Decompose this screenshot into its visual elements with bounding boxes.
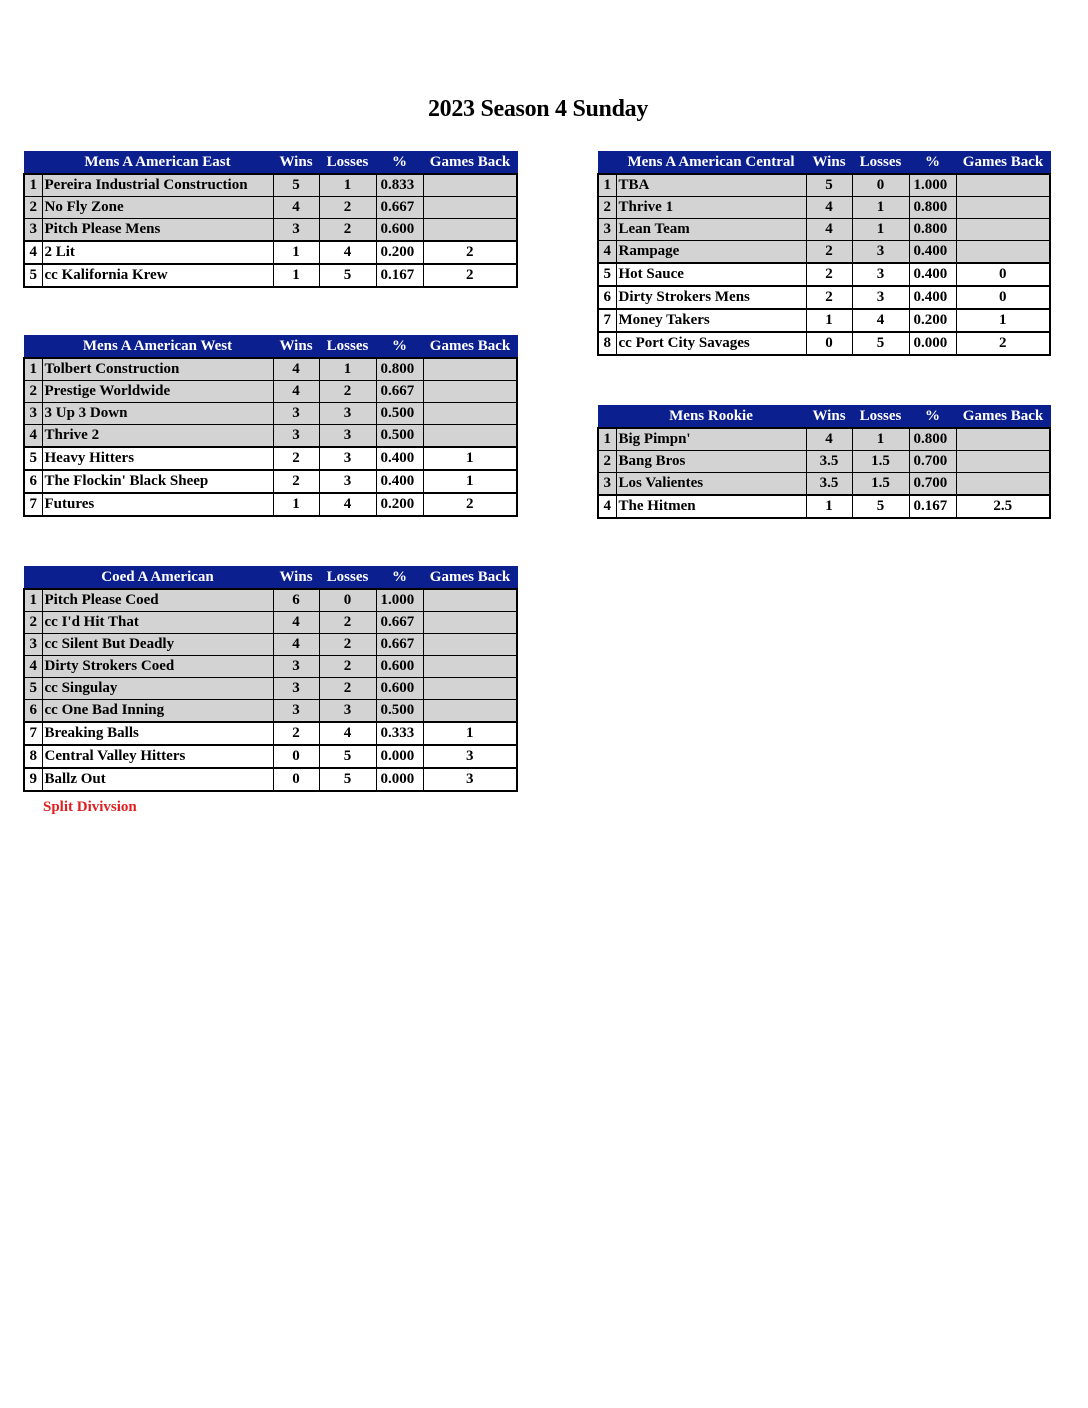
team-losses: 2 [319,381,376,403]
table-row [24,425,517,448]
team-name: Money Takers [616,309,806,332]
team-losses: 3 [852,263,909,286]
team-games-back [956,174,1050,197]
table-row [24,174,517,197]
team-rank: 2 [598,451,616,473]
team-wins: 3 [273,656,319,678]
team-wins: 1 [273,493,319,516]
column-header-pct: % [376,152,423,175]
team-games-back [956,451,1050,473]
team-wins: 0 [273,768,319,791]
team-name: Heavy Hitters [42,447,273,470]
team-name: 3 Up 3 Down [42,403,273,425]
team-losses: 2 [319,219,376,242]
team-losses: 1.5 [852,473,909,496]
team-name: Breaking Balls [42,722,273,745]
team-losses: 0 [852,174,909,197]
column-header-games-back: Games Back [956,152,1050,175]
team-wins: 0 [273,745,319,768]
team-pct: 0.667 [376,197,423,219]
team-pct: 1.000 [376,589,423,612]
team-name: Prestige Worldwide [42,381,273,403]
table-row [24,241,517,264]
column-header-losses: Losses [319,152,376,175]
column-header-pct: % [909,152,956,175]
column-header-losses: Losses [319,567,376,590]
team-losses: 3 [319,700,376,723]
team-pct: 0.833 [376,174,423,197]
team-wins: 1 [806,309,852,332]
team-rank: 7 [24,722,42,745]
team-pct: 0.667 [376,634,423,656]
table-row [24,700,517,723]
team-rank: 1 [24,358,42,381]
team-games-back [423,219,517,242]
team-games-back [423,634,517,656]
team-name: cc One Bad Inning [42,700,273,723]
column-header-wins: Wins [806,406,852,429]
team-pct: 0.800 [376,358,423,381]
team-games-back [423,700,517,723]
team-rank: 1 [598,428,616,451]
team-pct: 0.700 [909,451,956,473]
team-losses: 1 [852,219,909,241]
team-name: No Fly Zone [42,197,273,219]
team-games-back [423,358,517,381]
team-rank: 5 [24,678,42,700]
column-header-wins: Wins [273,152,319,175]
team-rank: 6 [598,286,616,309]
team-name: Pereira Industrial Construction [42,174,273,197]
team-name: Thrive 2 [42,425,273,448]
team-games-back [956,428,1050,451]
team-losses: 1 [319,358,376,381]
team-pct: 0.600 [376,219,423,242]
table-row [24,264,517,287]
team-games-back [423,381,517,403]
team-rank: 7 [598,309,616,332]
table-row [24,493,517,516]
team-rank: 3 [24,219,42,242]
team-pct: 0.667 [376,612,423,634]
team-rank: 9 [24,768,42,791]
team-rank: 8 [24,745,42,768]
team-wins: 2 [273,722,319,745]
table-row [24,381,517,403]
team-wins: 1 [273,264,319,287]
standings-table-mens-a-american-central [597,151,1051,356]
table-row [598,428,1050,451]
team-pct: 0.200 [909,309,956,332]
table-row [24,447,517,470]
team-games-back: 0 [956,286,1050,309]
division-name: Mens A American Central [616,152,806,175]
team-losses: 1.5 [852,451,909,473]
team-games-back [423,425,517,448]
team-pct: 0.167 [376,264,423,287]
column-header-games-back: Games Back [423,336,517,359]
team-games-back: 0 [956,263,1050,286]
team-name: cc Kalifornia Krew [42,264,273,287]
team-rank: 5 [598,263,616,286]
team-pct: 0.200 [376,493,423,516]
team-wins: 4 [273,612,319,634]
team-rank: 5 [24,264,42,287]
team-name: The Hitmen [616,495,806,518]
team-rank: 4 [24,425,42,448]
team-wins: 3 [273,219,319,242]
team-pct: 0.800 [909,197,956,219]
team-rank: 5 [24,447,42,470]
team-wins: 3 [273,678,319,700]
team-name: cc Singulay [42,678,273,700]
team-pct: 0.000 [376,745,423,768]
team-games-back: 2 [423,241,517,264]
team-wins: 2 [806,286,852,309]
team-games-back [423,589,517,612]
team-losses: 5 [319,745,376,768]
team-rank: 3 [24,403,42,425]
table-row [24,589,517,612]
team-games-back: 1 [423,722,517,745]
team-games-back: 2 [956,332,1050,355]
team-name: Pitch Please Mens [42,219,273,242]
split-division-note: Split Divivsion [43,799,137,815]
team-games-back: 2.5 [956,495,1050,518]
table-row [24,197,517,219]
table-row [24,722,517,745]
team-name: 2 Lit [42,241,273,264]
table-row [598,473,1050,496]
table-row [598,286,1050,309]
table-row [598,197,1050,219]
team-rank: 4 [598,495,616,518]
team-name: Bang Bros [616,451,806,473]
team-losses: 5 [852,495,909,518]
column-header-wins: Wins [806,152,852,175]
team-losses: 4 [319,493,376,516]
table-row [24,745,517,768]
column-header-losses: Losses [319,336,376,359]
team-games-back [423,403,517,425]
team-pct: 0.000 [376,768,423,791]
team-wins: 5 [806,174,852,197]
team-pct: 0.400 [909,286,956,309]
team-games-back: 3 [423,745,517,768]
table-row [24,358,517,381]
team-pct: 0.667 [376,381,423,403]
team-wins: 3 [273,403,319,425]
standings-table-mens-rookie [597,405,1051,519]
table-row [24,470,517,493]
column-header-wins: Wins [273,336,319,359]
table-row [24,678,517,700]
team-name: Ballz Out [42,768,273,791]
team-losses: 3 [852,241,909,264]
table-row [598,332,1050,355]
team-rank: 3 [598,219,616,241]
table-row [598,219,1050,241]
team-losses: 5 [319,768,376,791]
standings-table-mens-a-american-east [23,151,518,288]
team-rank: 4 [24,656,42,678]
table-row [598,309,1050,332]
team-rank: 3 [598,473,616,496]
team-rank: 1 [24,174,42,197]
column-header-games-back: Games Back [423,567,517,590]
team-name: Rampage [616,241,806,264]
team-games-back [423,174,517,197]
team-wins: 4 [273,381,319,403]
team-games-back [956,219,1050,241]
team-losses: 1 [319,174,376,197]
team-wins: 4 [806,428,852,451]
team-pct: 0.400 [376,447,423,470]
team-name: Dirty Strokers Mens [616,286,806,309]
team-games-back: 1 [423,470,517,493]
team-pct: 0.000 [909,332,956,355]
team-games-back [423,612,517,634]
team-wins: 3.5 [806,451,852,473]
column-header-losses: Losses [852,152,909,175]
team-pct: 0.400 [376,470,423,493]
team-wins: 4 [806,219,852,241]
team-name: cc I'd Hit That [42,612,273,634]
team-wins: 5 [273,174,319,197]
table-row [24,768,517,791]
team-name: cc Port City Savages [616,332,806,355]
team-rank: 6 [24,470,42,493]
team-losses: 3 [319,447,376,470]
team-name: Big Pimpn' [616,428,806,451]
team-name: Futures [42,493,273,516]
team-wins: 4 [273,634,319,656]
team-name: cc Silent But Deadly [42,634,273,656]
team-losses: 2 [319,678,376,700]
team-pct: 0.400 [909,241,956,264]
team-wins: 4 [806,197,852,219]
team-rank: 1 [24,589,42,612]
team-losses: 5 [319,264,376,287]
team-rank: 3 [24,634,42,656]
team-pct: 0.700 [909,473,956,496]
team-wins: 1 [273,241,319,264]
team-name: Dirty Strokers Coed [42,656,273,678]
team-losses: 3 [319,425,376,448]
team-name: Los Valientes [616,473,806,496]
team-games-back: 1 [423,447,517,470]
team-wins: 3 [273,700,319,723]
team-losses: 2 [319,656,376,678]
team-losses: 4 [319,722,376,745]
team-pct: 0.200 [376,241,423,264]
team-name: The Flockin' Black Sheep [42,470,273,493]
team-rank: 6 [24,700,42,723]
team-losses: 5 [852,332,909,355]
team-rank: 2 [24,197,42,219]
team-losses: 3 [852,286,909,309]
team-pct: 0.800 [909,219,956,241]
table-row [24,612,517,634]
team-rank: 2 [24,381,42,403]
division-name: Mens A American West [42,336,273,359]
team-wins: 2 [806,241,852,264]
division-name: Mens Rookie [616,406,806,429]
team-rank: 1 [598,174,616,197]
team-losses: 1 [852,197,909,219]
team-games-back: 3 [423,768,517,791]
team-pct: 0.600 [376,678,423,700]
standings-table-mens-a-american-west [23,335,518,517]
team-games-back [423,678,517,700]
team-wins: 3.5 [806,473,852,496]
team-wins: 3 [273,425,319,448]
team-wins: 2 [806,263,852,286]
team-wins: 6 [273,589,319,612]
team-rank: 7 [24,493,42,516]
team-losses: 2 [319,197,376,219]
column-header-losses: Losses [852,406,909,429]
page-title: 2023 Season 4 Sunday [427,96,649,122]
team-games-back: 2 [423,493,517,516]
column-header-pct: % [909,406,956,429]
team-pct: 0.400 [909,263,956,286]
team-pct: 0.500 [376,700,423,723]
team-pct: 1.000 [909,174,956,197]
team-games-back [423,197,517,219]
team-wins: 2 [273,470,319,493]
team-name: Hot Sauce [616,263,806,286]
team-pct: 0.500 [376,403,423,425]
team-rank: 2 [24,612,42,634]
team-name: Central Valley Hitters [42,745,273,768]
table-row [598,495,1050,518]
team-pct: 0.500 [376,425,423,448]
team-games-back: 2 [423,264,517,287]
table-row [598,174,1050,197]
team-name: TBA [616,174,806,197]
team-games-back: 1 [956,309,1050,332]
column-header-games-back: Games Back [956,406,1050,429]
column-header-wins: Wins [273,567,319,590]
team-name: Pitch Please Coed [42,589,273,612]
team-rank: 8 [598,332,616,355]
team-pct: 0.600 [376,656,423,678]
team-losses: 3 [319,403,376,425]
table-row [24,219,517,242]
table-row [598,263,1050,286]
team-losses: 4 [319,241,376,264]
column-header-pct: % [376,336,423,359]
team-rank: 4 [24,241,42,264]
team-name: Thrive 1 [616,197,806,219]
table-row [598,451,1050,473]
team-name: Tolbert Construction [42,358,273,381]
standings-table-coed-a-american [23,566,518,792]
team-losses: 0 [319,589,376,612]
team-losses: 1 [852,428,909,451]
team-losses: 2 [319,634,376,656]
team-games-back [956,473,1050,496]
team-games-back [956,241,1050,264]
team-wins: 1 [806,495,852,518]
team-rank: 4 [598,241,616,264]
table-row [598,241,1050,264]
team-pct: 0.167 [909,495,956,518]
team-pct: 0.333 [376,722,423,745]
table-row [24,634,517,656]
team-wins: 4 [273,358,319,381]
division-name: Mens A American East [42,152,273,175]
team-name: Lean Team [616,219,806,241]
column-header-pct: % [376,567,423,590]
team-rank: 2 [598,197,616,219]
table-row [24,656,517,678]
team-wins: 2 [273,447,319,470]
division-name: Coed A American [42,567,273,590]
team-games-back [423,656,517,678]
team-losses: 2 [319,612,376,634]
team-games-back [956,197,1050,219]
table-row [24,403,517,425]
team-losses: 3 [319,470,376,493]
team-losses: 4 [852,309,909,332]
team-pct: 0.800 [909,428,956,451]
team-wins: 4 [273,197,319,219]
team-wins: 0 [806,332,852,355]
column-header-games-back: Games Back [423,152,517,175]
